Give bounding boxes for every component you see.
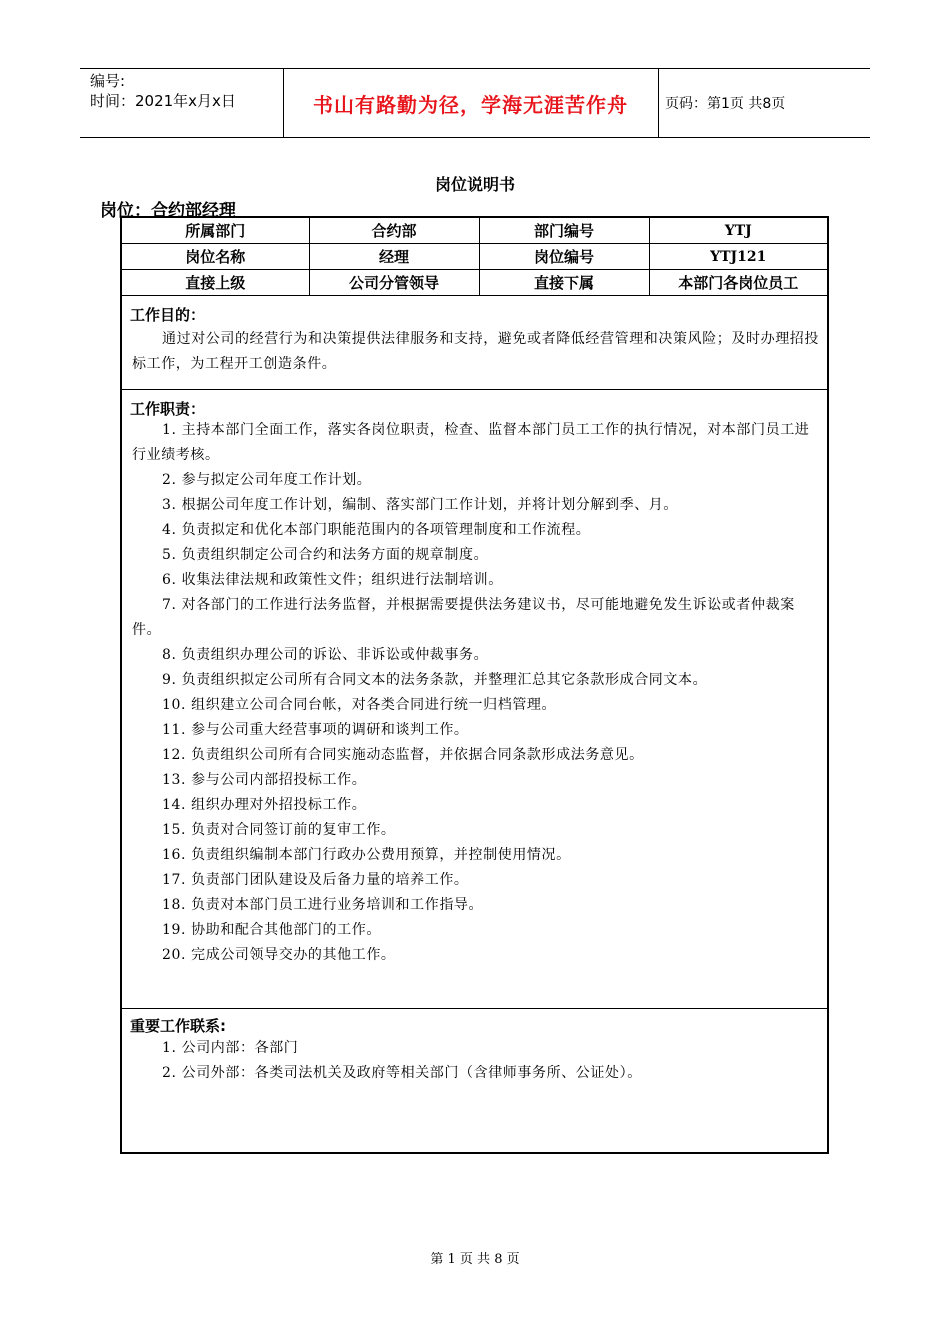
- table-row: [122, 270, 827, 296]
- table-cell: 所属部门: [122, 218, 309, 244]
- list-item: 9. 负责组织拟定公司所有合同文本的法务条款，并整理汇总其它条款形成合同文本。: [162, 672, 708, 688]
- list-item: 11. 参与公司重大经营事项的调研和谈判工作。: [162, 722, 469, 738]
- purpose-title: 工作目的：: [130, 306, 206, 324]
- header-page-info: 页码：第1页 共8页: [665, 96, 786, 112]
- info-table: [122, 218, 827, 296]
- list-item: 8. 负责组织办理公司的诉讼、非诉讼或仲裁事务。: [162, 647, 489, 663]
- list-item: 18. 负责对本部门员工进行业务培训和工作指导。: [162, 897, 484, 913]
- table-cell: 本部门各岗位员工: [649, 270, 827, 296]
- list-item: 19. 协助和配合其他部门的工作。: [162, 922, 381, 938]
- page-header: [80, 68, 870, 138]
- list-item: 16. 负责组织编制本部门行政办公费用预算，并控制使用情况。: [162, 847, 571, 863]
- table-cell: 岗位编号: [479, 244, 649, 270]
- position-label: 岗位：合约部经理: [100, 201, 236, 221]
- relations-list: [132, 1036, 822, 1086]
- header-motto: 书山有路勤为径，学海无涯苦作舟: [313, 92, 628, 117]
- list-item: 1. 公司内部：各部门: [162, 1040, 299, 1056]
- list-item: 17. 负责部门团队建设及后备力量的培养工作。: [162, 872, 469, 888]
- relations-title: 重要工作联系:: [130, 1017, 226, 1035]
- header-divider: [658, 69, 659, 137]
- list-item: 3. 根据公司年度工作计划，编制、落实部门工作计划，并将计划分解到季、月。: [162, 497, 679, 513]
- list-item: 6. 收集法律法规和政策性文件；组织进行法制培训。: [162, 572, 503, 588]
- list-item: 15. 负责对合同签订前的复审工作。: [162, 822, 396, 838]
- table-cell: 经理: [309, 244, 479, 270]
- section-divider: [122, 1008, 827, 1009]
- list-item: 10. 组织建立公司合同台帐，对各类合同进行统一归档管理。: [162, 697, 557, 713]
- header-meta: [90, 71, 236, 111]
- table-cell: YTJ121: [649, 244, 827, 270]
- list-item: 2. 公司外部：各类司法机关及政府等相关部门（含律师事务所、公证处）。: [162, 1065, 642, 1081]
- job-description-table: [120, 216, 829, 1154]
- table-cell: 公司分管领导: [309, 270, 479, 296]
- section-divider: [122, 389, 827, 390]
- list-item: 7. 对各部门的工作进行法务监督，并根据需要提供法务建议书，尽可能地避免发生诉讼或者仲裁案件。: [132, 597, 795, 638]
- list-item: 14. 组织办理对外招投标工作。: [162, 797, 367, 813]
- list-item: 5. 负责组织制定公司合约和法务方面的规章制度。: [162, 547, 489, 563]
- document-title: 岗位说明书: [434, 175, 515, 194]
- duties-title: 工作职责：: [130, 400, 206, 418]
- page-footer: 第 1 页 共 8 页: [430, 1252, 520, 1267]
- document-number-label: 编号:: [90, 72, 126, 90]
- table-cell: 岗位名称: [122, 244, 309, 270]
- table-cell: 部门编号: [479, 218, 649, 244]
- table-row: [122, 244, 827, 270]
- duties-list: [132, 418, 822, 968]
- table-row: [122, 218, 827, 244]
- list-item: 12. 负责组织公司所有合同实施动态监督，并依据合同条款形成法务意见。: [162, 747, 644, 763]
- list-item: 1. 主持本部门全面工作，落实各岗位职责，检查、监督本部门员工工作的执行情况，对本部门员工进行业绩考核。: [132, 422, 810, 463]
- list-item: 2. 参与拟定公司年度工作计划。: [162, 472, 372, 488]
- list-item: 13. 参与公司内部招投标工作。: [162, 772, 367, 788]
- table-cell: 合约部: [309, 218, 479, 244]
- table-cell: 直接上级: [122, 270, 309, 296]
- purpose-text: 通过对公司的经营行为和决策提供法律服务和支持，避免或者降低经营管理和决策风险；及时办理招投标工作，为工程开工创造条件。: [132, 331, 819, 372]
- table-cell: 直接下属: [479, 270, 649, 296]
- document-time: 时间：2021年x月x日: [90, 92, 236, 110]
- list-item: 4. 负责拟定和优化本部门职能范围内的各项管理制度和工作流程。: [162, 522, 591, 538]
- table-cell: YTJ: [649, 218, 827, 244]
- list-item: 20. 完成公司领导交办的其他工作。: [162, 947, 396, 963]
